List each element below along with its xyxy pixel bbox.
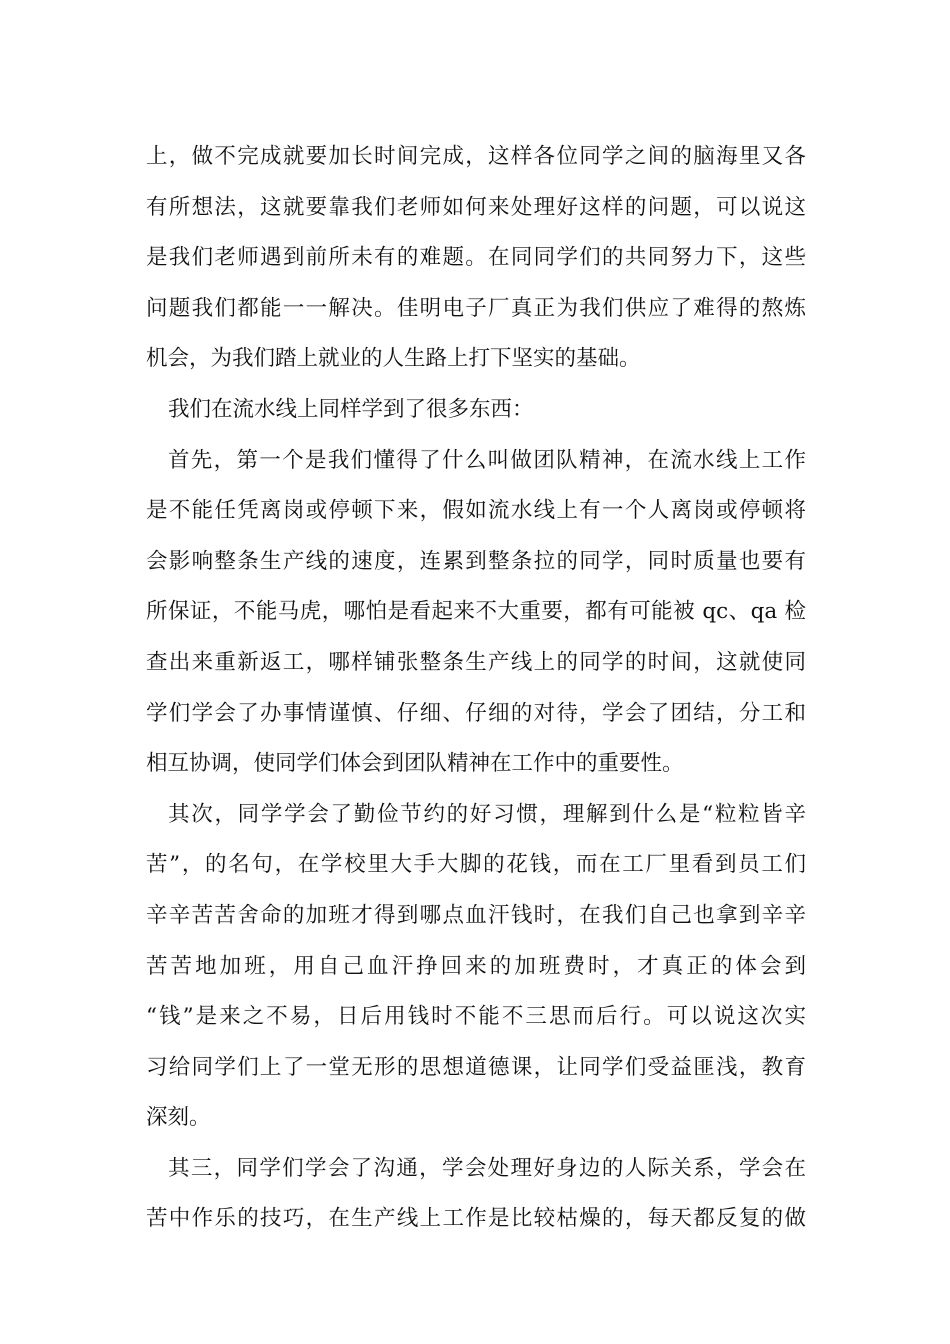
text-line: 苦”，的名句，在学校里大手大脚的花钱，而在工厂里看到员工们 bbox=[146, 852, 806, 878]
text-line: 有所想法，这就要靠我们老师如何来处理好这样的问题，可以说这 bbox=[146, 194, 806, 220]
text-line: 问题我们都能一一解决。佳明电子厂真正为我们供应了难得的熬炼 bbox=[146, 295, 806, 321]
text-line: 查出来重新返工，哪样铺张整条生产线上的同学的时间，这就使同 bbox=[146, 649, 806, 675]
text-line: 我们在流水线上同样学到了很多东西： bbox=[168, 396, 534, 422]
text-line: 是我们老师遇到前所未有的难题。在同同学们的共同努力下，这些 bbox=[146, 245, 806, 271]
text-line: 学们学会了办事情谨慎、仔细、仔细的对待，学会了团结，分工和 bbox=[146, 700, 806, 726]
text-line: 上，做不完成就要加长时间完成，这样各位同学之间的脑海里又各 bbox=[146, 144, 806, 169]
text-line: 首先，第一个是我们懂得了什么叫做团队精神，在流水线上工作 bbox=[168, 447, 806, 473]
text-line: 习给同学们上了一堂无形的思想道德课，让同学们受益匪浅，教育 bbox=[146, 1054, 806, 1080]
text-line: 是不能任凭离岗或停顿下来，假如流水线上有一个人离岗或停顿将 bbox=[146, 498, 806, 524]
text-line: 所保证，不能马虎，哪怕是看起来不大重要，都有可能被 qc、qa 检 bbox=[146, 599, 806, 625]
text-line: 机会，为我们踏上就业的人生路上打下坚实的基础。 bbox=[146, 346, 641, 372]
body-text bbox=[146, 132, 806, 1245]
text-line: 会影响整条生产线的速度，连累到整条拉的同学，同时质量也要有 bbox=[146, 548, 806, 574]
text-line: 其次，同学学会了勤俭节约的好习惯，理解到什么是“粒粒皆辛 bbox=[168, 801, 806, 827]
text-line: 苦中作乐的技巧，在生产线上工作是比较枯燥的，每天都反复的做 bbox=[146, 1206, 806, 1232]
text-line: 深刻。 bbox=[146, 1105, 211, 1131]
text-line: 辛辛苦苦舍命的加班才得到哪点血汗钱时，在我们自己也拿到辛辛 bbox=[146, 902, 806, 928]
text-line: 苦苦地加班，用自己血汗挣回来的加班费时，才真正的体会到 bbox=[146, 953, 806, 979]
text-line: 其三，同学们学会了沟通，学会处理好身边的人际关系，学会在 bbox=[168, 1155, 806, 1181]
text-line: “钱”是来之不易，日后用钱时不能不三思而后行。可以说这次实 bbox=[146, 1004, 806, 1030]
text-line: 相互协调，使同学们体会到团队精神在工作中的重要性。 bbox=[146, 751, 684, 777]
